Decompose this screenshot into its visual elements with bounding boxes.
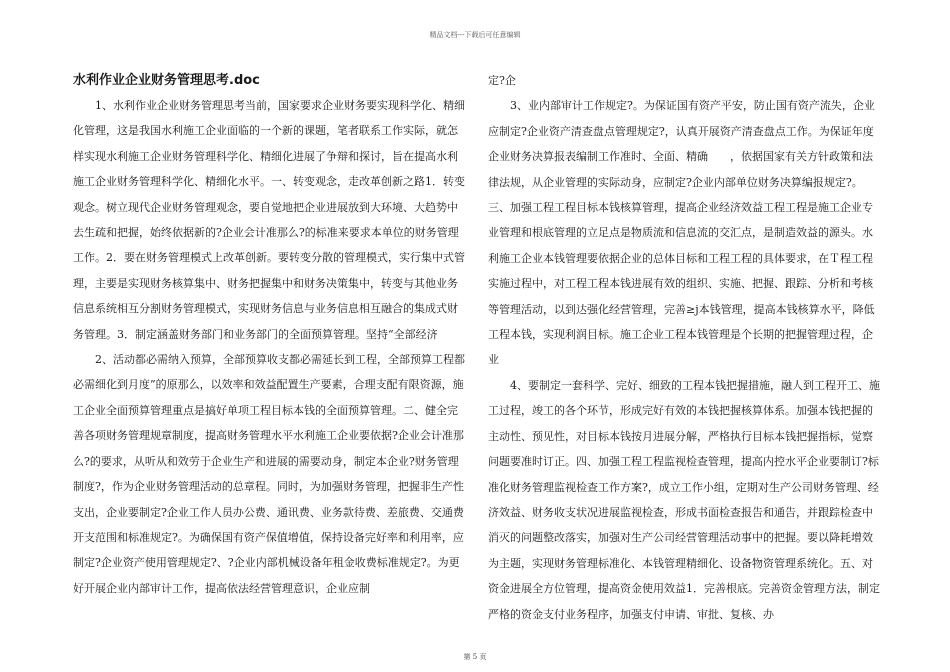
paragraph-4: 4、要制定一套科学、完好、细致的工程本钱把握措施，融人到工程开工、施工过程，竣工的各个环节，形成完好有效的本钱把握核算体系。加强本钱把握的主动性、预见性，对目标本钱按月进展分解，严格执行目标本钱把握指标，觉察问题要准时订正。四、加强工程工程监视检查管理，提高内控水平企业要制订?标准化财务管理监视检查工作方案?，成立工作小组，定期对生产公司财务管理、经济效益、财务收支状况进展监视检查，形成书面检查报告和通告，并跟踪检查中消灭的问题整改落实，加强对生产公司经营管理活动事中的把握。要以降耗增效为主题，实现财务管理标准化、本钱管理精细化、设备物资管理系统化。五、对资金进展全方位管理，提高资金使用效益1．完善根底。完善资金管理方法，制定严格的资金支付业务程序，加强支付申请、审批、复核、办 — [488, 378, 880, 621]
paragraph-3: 3、业内部审计工作规定?。为保证国有资产平安，防止国有资产流失，企业应制定?企业资产清查盘点管理规定?，认真开展资产清查盘点工作。为保证年度企业财务决算报表编制工作准时、全面、精确 ，依据国家有关方针政策和法律法规，从企业管理的实际动身，应制定?企业内部单位财务决算编报规定?。三、加强工程工程目标本钱核算管理，提高企业经济效益工程工程是施工企业专业管理和根底管理的立足点是物质流和信息流的交汇点，是制造效益的源头。水利施工企业本钱管理要依据企业的总体目标和工程工程的具体要求，在Ｔ程工程实施过程中，对工程工程本钱进展有效的组织、实施、把握、跟踪、分析和考核等管理活动，以到达强化经营管理，完善≥j本钱管理，提高本钱核算水平，降低工程本钱，实现利润目标。施工企业工程本钱管理是个长期的把握管理过程，企业 — [488, 99, 875, 367]
document-title: 水利作业企业财务管理思考.doc — [73, 73, 260, 88]
right-column — [488, 68, 880, 627]
left-column — [73, 68, 465, 601]
paragraph-2: 2、活动都必需纳入预算，全部预算收支都必需延长到工程，全部预算工程都必需细化到月度”的原那么，以效率和效益配置生产要素，合理支配有限资源，施工企业全面预算管理重点是搞好单项工程目标本钱的全面预算管理。二、健全完善各项财务管理规章制度，提高财务管理水平水利施工企业要依据?企业会计准那么?的要求，从听从和效劳于企业生产和进展的需要动身，制定本企业?财务管理制度?，作为企业财务管理活动的总章程。同时，为加强财务管理，把握非生产性支出，企业要制定?企业工作人员办公费、通讯费、业务款待费、差旅费、交通费开支范围和标准规定?。为确保国有资产保值增值，保持设备完好率和利用率，应制定?企业资产使用管理规定?、?企业内部机械设备年租金收费标准规定?。为更好开展企业内部审计工作，提高依法经营管理意识，企业应制 — [73, 353, 465, 595]
page-number: 第 5 页 — [463, 653, 487, 661]
paragraph-2-continued: 定?企 — [488, 74, 516, 87]
paragraph-1: 1、水利作业企业财务管理思考当前，国家要求企业财务要实现科学化、精细化管理，这是我国水利施工企业面临的一个新的课题，笔者联系工作实际，就怎样实现水利施工企业财务管理科学化、精细化进展了争辩和探讨，旨在提高水利施工企业财务管理科学化、精细化水平。一、转变观念，走改革创新之路1．转变观念。树立现代企业财务管理观念，要自觉地把企业进展放到大环境、大趋势中去生疏和把握，始终依据新的?企业会计准那么?的标准来要求本单位的财务管理工作。2．要在财务管理模式上改革创新。要转变分散的管理模式，实行集中式管理，主要是实现财务核算集中、财务把握集中和财务决策集中，转变与其他业务信息系统相互分割财务管理模式，实现财务信息与业务信息相互融合的集成式财务管理。3．制定涵盖财务部门和业务部门的全面预算管理。坚持“全部经济 — [73, 99, 465, 341]
page-header: 精品文档---下载后可任意编辑 — [429, 31, 521, 39]
